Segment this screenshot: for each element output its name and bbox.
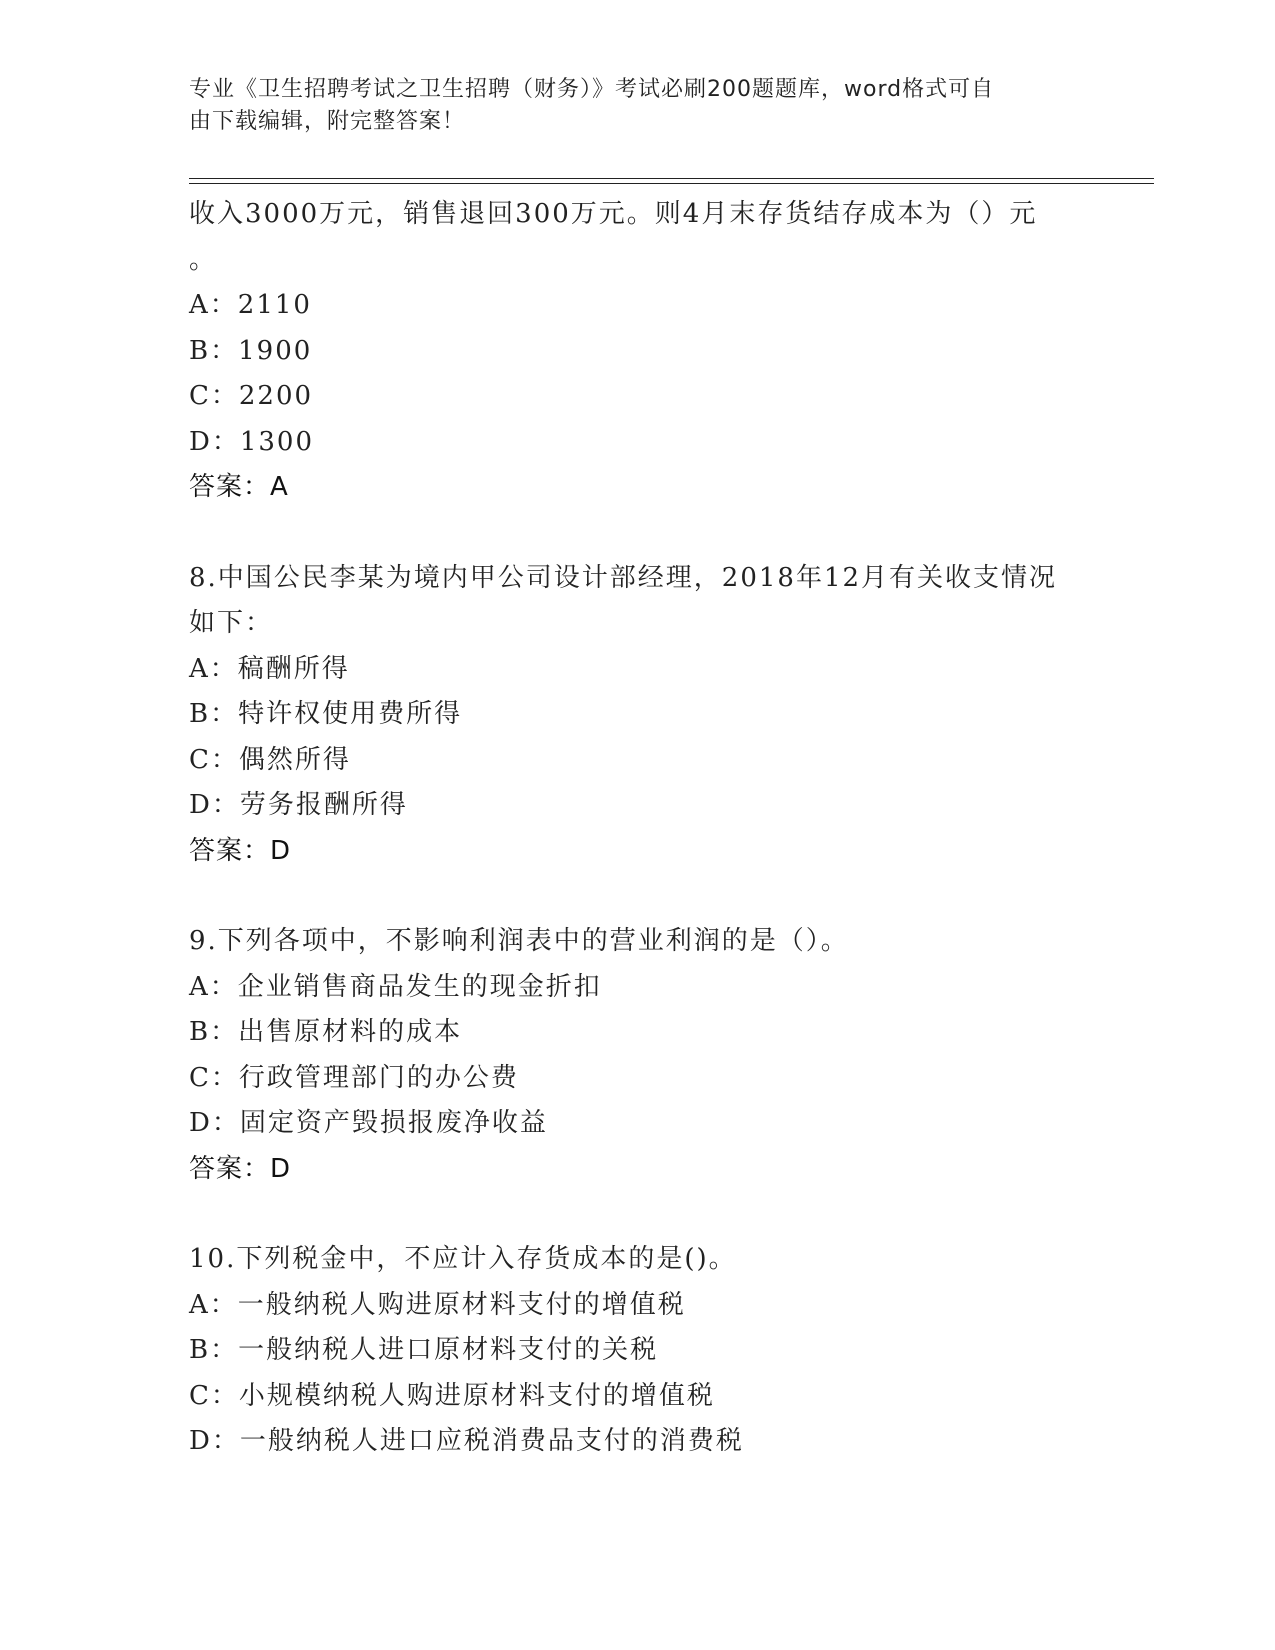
header-divider-bottom	[189, 183, 1154, 184]
answer-label: 答案：A	[189, 472, 289, 502]
header-divider-top	[189, 178, 1154, 179]
option-d: D：固定资产毁损报废净收益	[189, 1108, 548, 1138]
option-a: A：2110	[189, 290, 312, 320]
answer-label: 答案：D	[189, 835, 292, 866]
header-line-2: 由下载编辑，附完整答案！	[189, 109, 466, 134]
option-b: B：特许权使用费所得	[189, 699, 463, 729]
question-text: 9.下列各项中，不影响利润表中的营业利润的是（）。	[189, 926, 849, 956]
option-a: A：稿酬所得	[189, 653, 350, 684]
question-list	[189, 192, 1129, 1465]
option-d: D：劳务报酬所得	[189, 790, 408, 820]
question-text: 如下：	[189, 608, 274, 638]
option-b: B：出售原材料的成本	[189, 1017, 463, 1047]
option-c: C：偶然所得	[189, 744, 351, 775]
question-9	[189, 919, 1129, 1192]
question-8	[189, 556, 1129, 875]
answer-label: 答案：D	[189, 1153, 292, 1184]
question-text: 10.下列税金中，不应计入存货成本的是()。	[189, 1244, 737, 1274]
question-10	[189, 1237, 1129, 1465]
option-b: B：1900	[189, 335, 313, 366]
question-text: 。	[189, 244, 218, 275]
spacer	[189, 511, 1129, 556]
option-d: D：一般纳税人进口应税消费品支付的消费税	[189, 1426, 744, 1456]
spacer	[189, 874, 1129, 919]
question-7	[189, 192, 1129, 511]
spacer	[189, 1192, 1129, 1237]
document-header	[189, 74, 1089, 138]
option-c: C：2200	[189, 381, 314, 411]
option-d: D：1300	[189, 426, 315, 457]
option-a: A：企业销售商品发生的现金折扣	[189, 971, 602, 1002]
option-c: C：小规模纳税人购进原材料支付的增值税	[189, 1380, 715, 1411]
option-c: C：行政管理部门的办公费	[189, 1062, 519, 1093]
option-a: A：一般纳税人购进原材料支付的增值税	[189, 1289, 686, 1320]
header-line-1: 专业《卫生招聘考试之卫生招聘（财务）》考试必刷200题题库，word格式可自	[189, 77, 995, 102]
question-text: 8.中国公民李某为境内甲公司设计部经理，2018年12月有关收支情况	[189, 562, 1058, 593]
option-b: B：一般纳税人进口原材料支付的关税	[189, 1335, 659, 1365]
question-text: 收入3000万元，销售退回300万元。则4月末存货结存成本为（）元	[189, 199, 1038, 229]
